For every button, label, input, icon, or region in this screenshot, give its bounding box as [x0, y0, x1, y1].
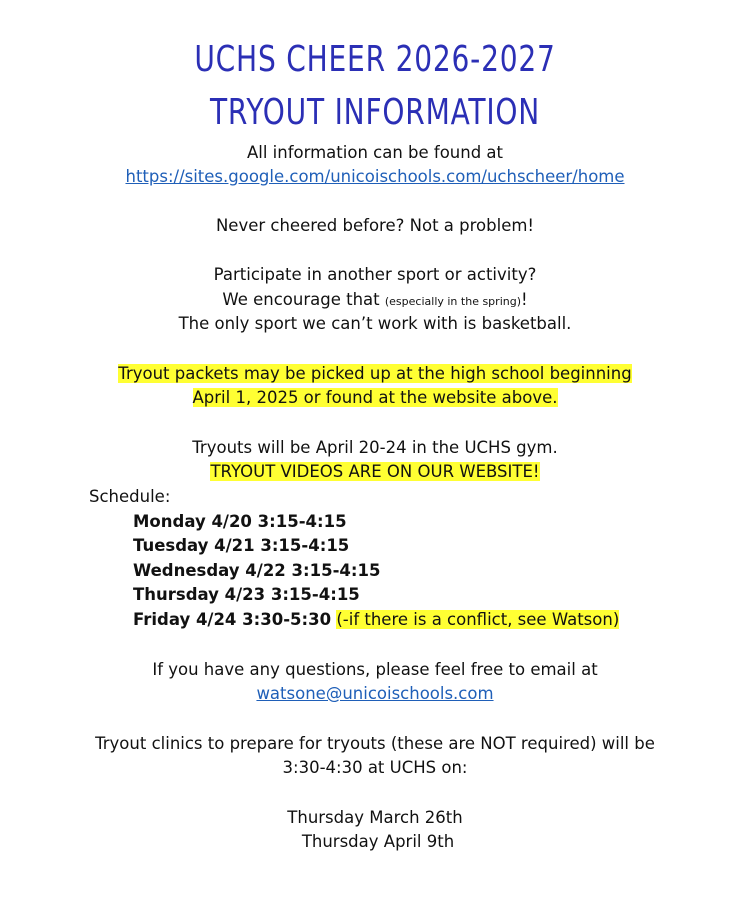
tryout-videos-row — [0, 461, 750, 483]
website-link-row — [0, 166, 750, 188]
email-link[interactable]: watsone@unicoischools.com — [256, 684, 494, 703]
packets-line-2-row — [0, 387, 750, 409]
spring-note: (especially in the spring) — [384, 295, 521, 308]
intro-text: All information can be found at — [246, 143, 504, 162]
schedule-item-wednesday: Wednesday 4/22 3:15-4:15 — [133, 561, 381, 580]
website-link[interactable]: https://sites.google.com/unicoischools.com/uchscheer/home — [125, 167, 625, 186]
encourage-text: We encourage that — [222, 290, 380, 309]
tryouts-dates: Tryouts will be April 20-24 in the UCHS gym. — [192, 438, 558, 457]
clinic-date-1: Thursday March 26th — [287, 808, 463, 827]
email-link-row — [0, 683, 750, 705]
schedule-item-friday: Friday 4/24 3:30-5:30 — [133, 610, 332, 629]
tryout-videos-notice: TRYOUT VIDEOS ARE ON OUR WEBSITE! — [210, 462, 540, 481]
schedule-label: Schedule: — [89, 487, 171, 506]
other-sport-line-2 — [0, 289, 750, 313]
schedule-item-monday: Monday 4/20 3:15-4:15 — [133, 512, 347, 531]
schedule-item-thursday: Thursday 4/23 3:15-4:15 — [133, 585, 360, 604]
packets-line-2: April 1, 2025 or found at the website above. — [192, 388, 558, 407]
never-cheered-text: Never cheered before? Not a problem! — [215, 216, 535, 235]
schedule-item-tuesday: Tuesday 4/21 3:15-4:15 — [133, 536, 350, 555]
other-sport-line-3: The only sport we can’t work with is basketball. — [178, 314, 572, 333]
questions-text: If you have any questions, please feel free to email at — [152, 660, 598, 679]
clinic-date-2: Thursday April 9th — [301, 832, 455, 851]
title-line-1: UCHS CHEER 2026-2027 — [194, 39, 556, 80]
packets-line-1: Tryout packets may be picked up at the high school beginning — [118, 364, 632, 383]
friday-conflict-note: (-if there is a conflict, see Watson) — [336, 610, 620, 629]
clinics-line-2: 3:30-4:30 at UCHS on: — [282, 758, 468, 777]
title-line-2: TRYOUT INFORMATION — [209, 92, 541, 133]
encourage-end: ! — [521, 290, 528, 309]
packets-line-1-row — [0, 363, 750, 385]
clinics-line-1: Tryout clinics to prepare for tryouts (these are NOT required) will be — [95, 734, 655, 753]
schedule-item-friday-row — [133, 609, 619, 631]
other-sport-line-1: Participate in another sport or activity? — [213, 265, 537, 284]
